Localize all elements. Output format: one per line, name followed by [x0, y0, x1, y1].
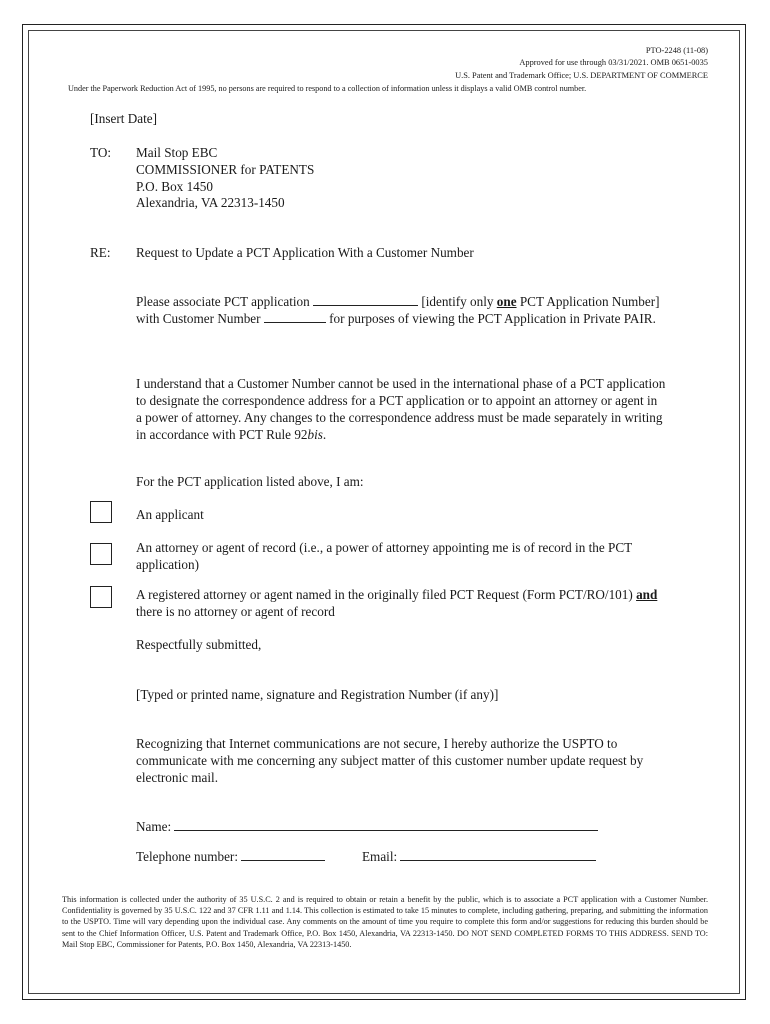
- customer-number-blank[interactable]: [264, 310, 326, 323]
- to-line-3: P.O. Box 1450: [136, 179, 213, 194]
- agency-line: U.S. Patent and Trademark Office; U.S. DEPARTMENT OF COMMERCE: [455, 71, 708, 80]
- telephone-input-line[interactable]: [241, 848, 325, 861]
- email-field: Email:: [362, 848, 596, 865]
- association-paragraph: Please associate PCT application [identify only one PCT Application Number] with Customer Number for purposes of viewing the PCT Application in Private PAIR.: [136, 294, 660, 326]
- understanding-paragraph: I understand that a Customer Number cannot be used in the international phase of a PCT application to designate the correspondence address for a PCT application or to appoint an attorney or agent in a power of attorney. Any changes to the correspondence address must be made separately in writing in accordance with PCT Rule 92bis.: [136, 376, 666, 442]
- name-input-line[interactable]: [174, 818, 598, 831]
- applicant-checkbox[interactable]: [90, 501, 112, 523]
- name-field: Name:: [136, 818, 598, 835]
- applicant-label: An applicant: [136, 507, 204, 522]
- to-line-1: Mail Stop EBC: [136, 145, 218, 160]
- burden-statement: This information is collected under the authority of 35 U.S.C. 2 and is required to obtain or retain a benefit by the public, which is to associate a PCT application with a Customer Number. Confidentiality is governed by 35 U.S.C. 122 and 37 CFR 1.11 and 1.14. This collection is estimated to take 15 minutes to complete, including gathering, preparing, and submitting the information to the USPTO. Time will vary depending upon the individual case. Any comments on the amount of time you require to complete this form and/or suggestions for reducing this burden should be sent to the Chief Information Officer, U.S. Patent and Trademark Office, P.O. Box 1450, Alexandria, VA 22313-1450. DO NOT SEND COMPLETED FORMS TO THIS ADDRESS. SEND TO: Mail Stop EBC, Commissioner for Patents, P.O. Box 1450, Alexandria, VA 22313-1450.: [62, 895, 708, 949]
- closing: Respectfully submitted,: [136, 637, 262, 652]
- form-number: PTO-2248 (11-08): [645, 46, 708, 55]
- date-placeholder: [Insert Date]: [90, 111, 157, 126]
- attorney-of-record-checkbox[interactable]: [90, 543, 112, 565]
- re-subject: Request to Update a PCT Application With a Customer Number: [136, 245, 474, 260]
- to-line-2: COMMISSIONER for PATENTS: [136, 162, 315, 177]
- re-label: RE:: [90, 245, 111, 260]
- internet-authorization: Recognizing that Internet communications are not secure, I hereby authorize the USPTO to communicate with me concerning any subject matter of this customer number update request by electronic mail.: [136, 736, 644, 785]
- to-label: TO:: [90, 145, 112, 160]
- omb-approval: Approved for use through 03/31/2021. OMB 0651-0035: [519, 58, 708, 67]
- paperwork-notice: Under the Paperwork Reduction Act of 1995, no persons are required to respond to a collection of information unless it displays a valid OMB control number.: [68, 84, 587, 93]
- role-intro: For the PCT application listed above, I am:: [136, 474, 364, 489]
- telephone-field: Telephone number:: [136, 848, 325, 865]
- registered-attorney-label: A registered attorney or agent named in the originally filed PCT Request (Form PCT/RO/101) and there is no attorney or agent of record: [136, 587, 658, 619]
- email-input-line[interactable]: [400, 848, 596, 861]
- to-line-4: Alexandria, VA 22313-1450: [136, 195, 285, 210]
- registered-attorney-checkbox[interactable]: [90, 586, 112, 608]
- pct-application-blank[interactable]: [313, 293, 418, 306]
- signature-placeholder: [Typed or printed name, signature and Registration Number (if any)]: [136, 687, 499, 702]
- attorney-of-record-label: An attorney or agent of record (i.e., a power of attorney appointing me is of record in the PCT application): [136, 540, 632, 572]
